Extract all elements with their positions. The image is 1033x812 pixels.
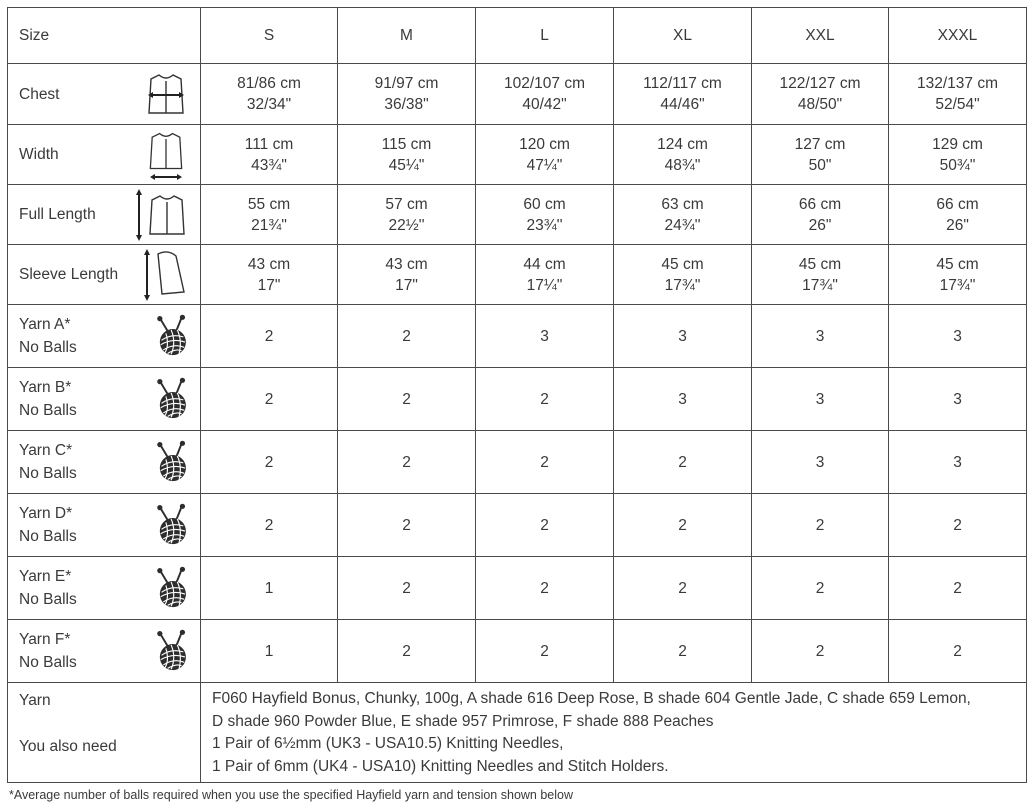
cell-yarn-a-m: 2 xyxy=(338,305,476,368)
cell-full-length-s: 55 cm 21¾" xyxy=(201,185,338,245)
cell-width-xl: 124 cm 48¾" xyxy=(614,125,752,185)
yarn-ball-needles-icon xyxy=(152,629,192,673)
yarn-ball-needles-icon xyxy=(152,566,192,610)
cell-yarn-d-l: 2 xyxy=(476,494,614,557)
yarn-ball-needles-icon xyxy=(152,314,192,358)
yarn-ball-needles-icon xyxy=(152,377,192,421)
header-size-m: M xyxy=(338,8,476,64)
row-label-sleeve-length: Sleeve Length xyxy=(8,245,201,305)
cell-yarn-a-s: 2 xyxy=(201,305,338,368)
cell-sleeve-length-xl: 45 cm 17¾" xyxy=(614,245,752,305)
row-label-chest: Chest xyxy=(8,64,201,125)
cell-yarn-c-m: 2 xyxy=(338,431,476,494)
cell-sleeve-length-xxl: 45 cm 17¾" xyxy=(752,245,889,305)
yarn-ball-needles-icon xyxy=(152,503,192,547)
cell-full-length-xl: 63 cm 24¾'' xyxy=(614,185,752,245)
cell-full-length-l: 60 cm 23¾'' xyxy=(476,185,614,245)
yarn-ball-needles-icon xyxy=(152,440,192,484)
header-size-label: Size xyxy=(8,8,201,64)
cell-width-m: 115 cm 45¼" xyxy=(338,125,476,185)
cell-yarn-c-xl: 2 xyxy=(614,431,752,494)
header-size-xxxl: XXXL xyxy=(889,8,1027,64)
cell-yarn-f-m: 2 xyxy=(338,620,476,683)
row-label-yarn-a: Yarn A* No Balls xyxy=(8,305,201,368)
cell-yarn-f-l: 2 xyxy=(476,620,614,683)
cell-yarn-c-xxl: 3 xyxy=(752,431,889,494)
materials-line: F060 Hayfield Bonus, Chunky, 100g, A shade 616 Deep Rose, B shade 604 Gentle Jade, C shade 659 Lemon, xyxy=(212,690,971,707)
materials-line: D shade 960 Powder Blue, E shade 957 Primrose, F shade 888 Peaches xyxy=(212,712,714,730)
cell-yarn-b-l: 2 xyxy=(476,368,614,431)
cell-chest-s: 81/86 cm 32/34" xyxy=(201,64,338,125)
cell-yarn-f-xxl: 2 xyxy=(752,620,889,683)
cell-yarn-c-s: 2 xyxy=(201,431,338,494)
header-size-l: L xyxy=(476,8,614,64)
row-label-yarn-d: Yarn D* No Balls xyxy=(8,494,201,557)
row-yarn-a xyxy=(8,305,1027,368)
row-yarn-d xyxy=(8,494,1027,557)
width-measure-icon xyxy=(140,128,192,182)
row-label-yarn-b: Yarn B* No Balls xyxy=(8,368,201,431)
cell-width-s: 111 cm 43¾" xyxy=(201,125,338,185)
cell-yarn-e-xxl: 2 xyxy=(752,557,889,620)
cell-yarn-b-xxl: 3 xyxy=(752,368,889,431)
cell-full-length-xxxl: 66 cm 26" xyxy=(889,185,1027,245)
row-label-width: Width xyxy=(8,125,201,185)
cell-chest-xl: 112/117 cm 44/46" xyxy=(614,64,752,125)
cell-full-length-xxl: 66 cm 26" xyxy=(752,185,889,245)
materials-line: 1 Pair of 6½mm (UK3 - USA10.5) Knitting Needles, xyxy=(212,735,564,753)
cell-yarn-a-l: 3 xyxy=(476,305,614,368)
cell-yarn-a-xl: 3 xyxy=(614,305,752,368)
cell-width-l: 120 cm 47¼" xyxy=(476,125,614,185)
materials-labels xyxy=(8,683,201,783)
cell-yarn-f-s: 1 xyxy=(201,620,338,683)
cell-yarn-d-s: 2 xyxy=(201,494,338,557)
cell-width-xxxl: 129 cm 50¾" xyxy=(889,125,1027,185)
cell-chest-xxl: 122/127 cm 48/50" xyxy=(752,64,889,125)
cell-yarn-a-xxxl: 3 xyxy=(889,305,1027,368)
cell-yarn-e-xl: 2 xyxy=(614,557,752,620)
cell-yarn-d-xxl: 2 xyxy=(752,494,889,557)
cell-sleeve-length-s: 43 cm 17" xyxy=(201,245,338,305)
cell-sleeve-length-l: 44 cm 17¼" xyxy=(476,245,614,305)
cell-chest-l: 102/107 cm 40/42" xyxy=(476,64,614,125)
cell-yarn-f-xl: 2 xyxy=(614,620,752,683)
cell-yarn-f-xxxl: 2 xyxy=(889,620,1027,683)
row-width xyxy=(8,125,1027,185)
row-chest xyxy=(8,64,1027,125)
full-length-measure-icon xyxy=(134,188,192,242)
cell-full-length-m: 57 cm 22½'' xyxy=(338,185,476,245)
row-materials xyxy=(8,683,1027,783)
cell-yarn-b-s: 2 xyxy=(201,368,338,431)
cell-chest-m: 91/97 cm 36/38" xyxy=(338,64,476,125)
cell-yarn-e-m: 2 xyxy=(338,557,476,620)
cell-chest-xxxl: 132/137 cm 52/54" xyxy=(889,64,1027,125)
cell-yarn-c-xxxl: 3 xyxy=(889,431,1027,494)
cell-yarn-b-xxxl: 3 xyxy=(889,368,1027,431)
sleeve-length-measure-icon xyxy=(140,248,192,302)
header-size-s: S xyxy=(201,8,338,64)
header-row xyxy=(8,8,1027,64)
header-size-xxl: XXL xyxy=(752,8,889,64)
cell-yarn-b-xl: 3 xyxy=(614,368,752,431)
cell-yarn-d-m: 2 xyxy=(338,494,476,557)
cell-yarn-e-l: 2 xyxy=(476,557,614,620)
cell-yarn-d-xxxl: 2 xyxy=(889,494,1027,557)
cell-sleeve-length-m: 43 cm 17" xyxy=(338,245,476,305)
row-label-yarn-f: Yarn F* No Balls xyxy=(8,620,201,683)
cell-width-xxl: 127 cm 50" xyxy=(752,125,889,185)
row-label-full-length: Full Length xyxy=(8,185,201,245)
footnote: *Average number of balls required when you use the specified Hayfield yarn and tension shown below xyxy=(9,788,574,802)
cell-sleeve-length-xxxl: 45 cm 17¾" xyxy=(889,245,1027,305)
row-label-yarn-e: Yarn E* No Balls xyxy=(8,557,201,620)
materials-line: 1 Pair of 6mm (UK4 - USA10) Knitting Needles and Stitch Holders. xyxy=(212,757,669,775)
you-also-need-label: You also need xyxy=(19,738,117,755)
size-chart-table xyxy=(7,7,1027,783)
row-full-length xyxy=(8,185,1027,245)
row-yarn-b xyxy=(8,368,1027,431)
cell-yarn-a-xxl: 3 xyxy=(752,305,889,368)
cell-yarn-e-xxxl: 2 xyxy=(889,557,1027,620)
header-size-xl: XL xyxy=(614,8,752,64)
cell-yarn-e-s: 1 xyxy=(201,557,338,620)
cell-yarn-b-m: 2 xyxy=(338,368,476,431)
cell-yarn-c-l: 2 xyxy=(476,431,614,494)
chest-measure-icon xyxy=(140,68,192,120)
yarn-label: Yarn xyxy=(19,692,51,709)
materials-text xyxy=(201,683,1027,783)
cell-yarn-d-xl: 2 xyxy=(614,494,752,557)
row-yarn-e xyxy=(8,557,1027,620)
row-sleeve-length xyxy=(8,245,1027,305)
row-yarn-c xyxy=(8,431,1027,494)
row-yarn-f xyxy=(8,620,1027,683)
row-label-yarn-c: Yarn C* No Balls xyxy=(8,431,201,494)
